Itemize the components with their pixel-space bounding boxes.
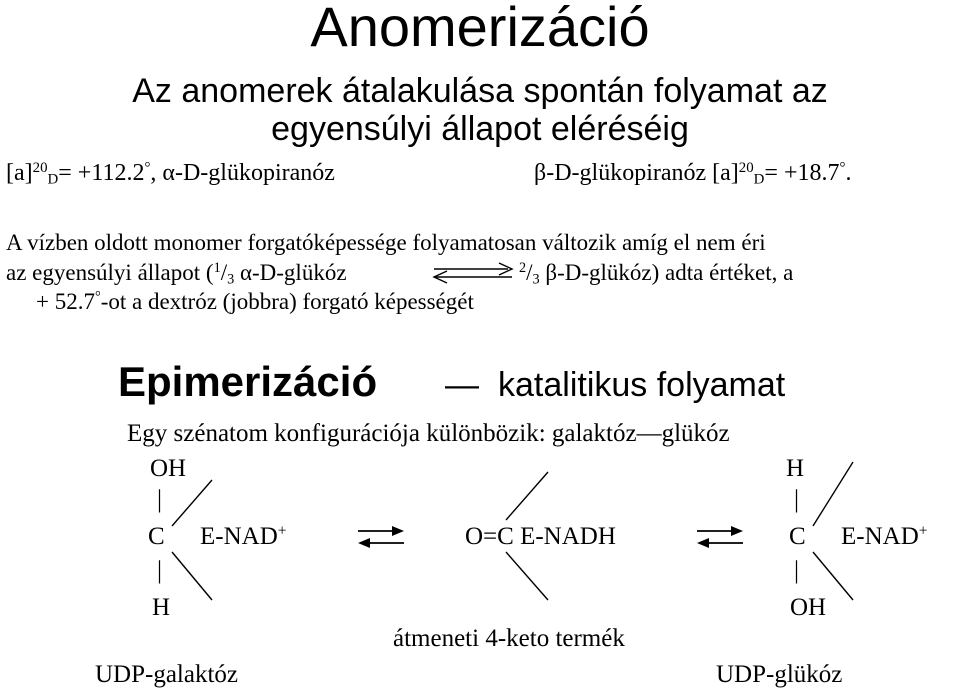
beta-rotation-subscript: D [753,171,765,188]
keto-intermediate-label: átmeneti 4-keto termék [393,625,625,652]
galactose-lower-bond: | [157,557,163,584]
subtitle-line-1: Az anomerek átalakulása spontán folyamat az [132,72,828,110]
glucose-lower-diagonal-bond [813,552,853,600]
page-title: Anomerizáció [310,0,650,58]
beta-rotation-degree: ° [839,159,846,176]
right-forward-arrow-head [731,526,743,536]
alpha-rotation-subscript: D [47,171,59,188]
fraction-1-denominator: 3 [227,271,235,288]
alpha-rotation-temp: 20 [32,159,48,176]
galactose-reagent-charge: + [277,522,287,540]
beta-rotation-name: β-D-glükopiranóz [a] [534,160,739,186]
equilibrium-arrow [434,263,512,283]
beta-glucose-text: β-D-glükóz) adta értéket, a [539,260,794,285]
alpha-rotation-value: = +112.2 [58,160,145,186]
paragraph-line-2-text: az egyensúlyi állapot ( [6,260,214,285]
fraction-1-slash: / [220,260,228,285]
left-forward-arrow-head [392,526,404,536]
galactose-top-group: OH [150,455,187,482]
left-backward-arrow-head [358,538,370,548]
udp-glucose-label: UDP-glükóz [716,661,843,688]
keto-upper-diagonal-bond [506,472,548,520]
glucose-reagent-label: E-NAD [841,523,919,550]
epimerization-description: katalitikus folyamat [498,366,786,404]
galactose-carbon: C [148,523,165,550]
keto-lower-diagonal-bond [506,552,548,600]
paragraph-line-3-text: -ot a dextróz (jobbra) forgató képességét [100,289,474,314]
epimerization-explanation: Egy szénatom konfigurációja különbözik: galaktóz—glükóz [127,420,730,447]
paragraph-line-1: A vízben oldott monomer forgatóképessége folyamatosan változik amíg el nem éri [6,230,766,255]
galactose-lower-diagonal-bond [172,552,212,600]
glucose-lower-bond: | [794,557,800,584]
glucose-top-group: H [786,455,805,482]
alpha-glucose-text: α-D-glükóz [234,260,347,285]
alpha-rotation-degree: ° [144,159,151,176]
left-equilibrium-arrows [358,526,404,548]
alpha-rotation-bracket: [a] [6,160,33,186]
epimerization-title: Epimerizáció [118,358,378,405]
epimerization-dash: — [445,366,479,404]
equilibrium-value: + 52.7 [36,289,95,314]
subtitle-line-2: egyensúlyi állapot eléréséig [271,110,689,148]
beta-rotation-temp: 20 [738,159,754,176]
fraction-2-numerator: 2 [519,260,527,277]
right-equilibrium-arrows [697,526,743,548]
galactose-upper-diagonal-bond [172,480,212,526]
keto-intermediate: O=C E-NADH [465,523,616,550]
fraction-1-numerator: 1 [213,260,221,277]
alpha-rotation-name: , α-D-glükopiranóz [150,160,335,186]
glucose-bottom-group: OH [790,594,827,621]
beta-rotation-tail: . [845,160,852,186]
glucose-reagent-charge: + [918,522,928,540]
fraction-2-denominator: 3 [532,271,540,288]
galactose-upper-bond: | [157,486,163,513]
equilibrium-degree: ° [94,289,101,306]
galactose-bottom-group: H [152,594,171,621]
galactose-reagent-label: E-NAD [200,523,278,550]
glucose-upper-bond: | [794,486,800,513]
udp-galactose-label: UDP-galaktóz [95,661,239,688]
glucose-carbon: C [789,523,806,550]
fraction-2-slash: / [526,260,533,285]
right-backward-arrow-head [697,538,709,548]
glucose-upper-diagonal-bond [813,462,853,526]
beta-rotation-value: = +18.7 [764,160,840,186]
